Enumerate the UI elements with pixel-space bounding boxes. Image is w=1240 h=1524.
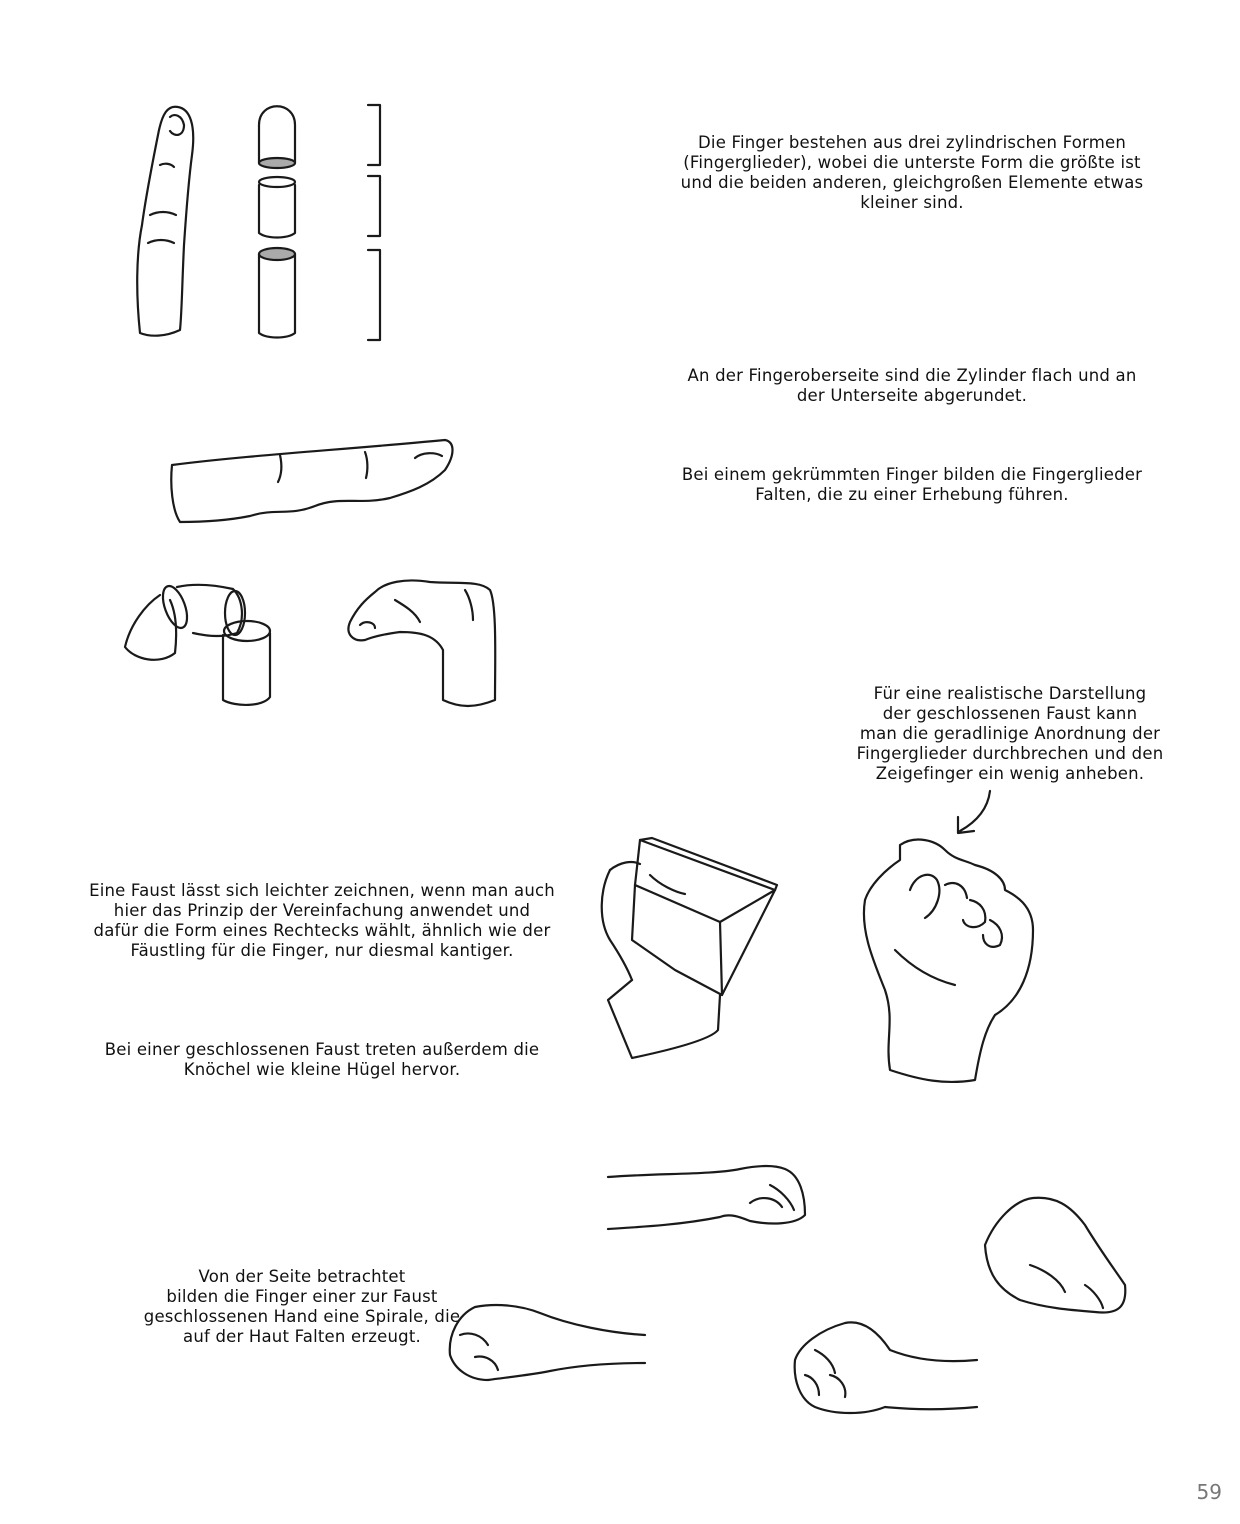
caption-finger-cylinders: Die Finger bestehen aus drei zylindrischen Formen (Fingerglieder), wobei die unterste Form die größte ist und die beiden anderen, gleichgroßen Elemente etwas kleiner sind.: [680, 133, 1144, 212]
side-fist-illustration-2: [975, 1190, 1135, 1320]
box-fist-illustration: [590, 830, 790, 1070]
finger-illustration: [120, 95, 220, 345]
caption-realistic-fist: Für eine realistische Darstellung der geschlossenen Faust kann man die geradlinige Anordnung der Fingerglieder durchbrechen und den Zeigefinger ein wenig anheben.: [856, 684, 1164, 783]
caption-knuckles: Bei einer geschlossenen Faust treten außerdem die Knöchel wie kleine Hügel hervor.: [104, 1040, 540, 1079]
realistic-fist-illustration: [855, 830, 1040, 1085]
horizontal-finger-illustration: [160, 430, 465, 530]
caption-fist-simplification: Eine Faust lässt sich leichter zeichnen, wenn man auch hier das Prinzip der Vereinfachung anwendet und dafür die Form eines Rechtecks wählt, ähnlich wie der Fäustling für die Finger, nur diesmal kantiger.: [89, 881, 555, 960]
side-fist-illustration-3: [440, 1295, 655, 1395]
bent-finger-cylinders-illustration: [115, 575, 280, 715]
phalanx-brackets: [360, 100, 400, 345]
side-fist-illustration-4: [785, 1315, 985, 1425]
finger-cylinders-illustration: [245, 95, 315, 345]
caption-finger-top-bottom: An der Fingeroberseite sind die Zylinder flach und an der Unterseite abgerundet.: [687, 366, 1137, 405]
page-number: 59: [1196, 1480, 1222, 1504]
bent-finger-illustration: [335, 570, 505, 715]
side-fist-illustration-1: [600, 1155, 815, 1235]
caption-bent-finger: Bei einem gekrümmten Finger bilden die Fingerglieder Falten, die zu einer Erhebung führen.: [681, 465, 1143, 504]
caption-side-view: Von der Seite betrachtet bilden die Finger einer zur Faust geschlossenen Hand eine Spirale, die auf der Haut Falten erzeugt.: [143, 1267, 461, 1346]
